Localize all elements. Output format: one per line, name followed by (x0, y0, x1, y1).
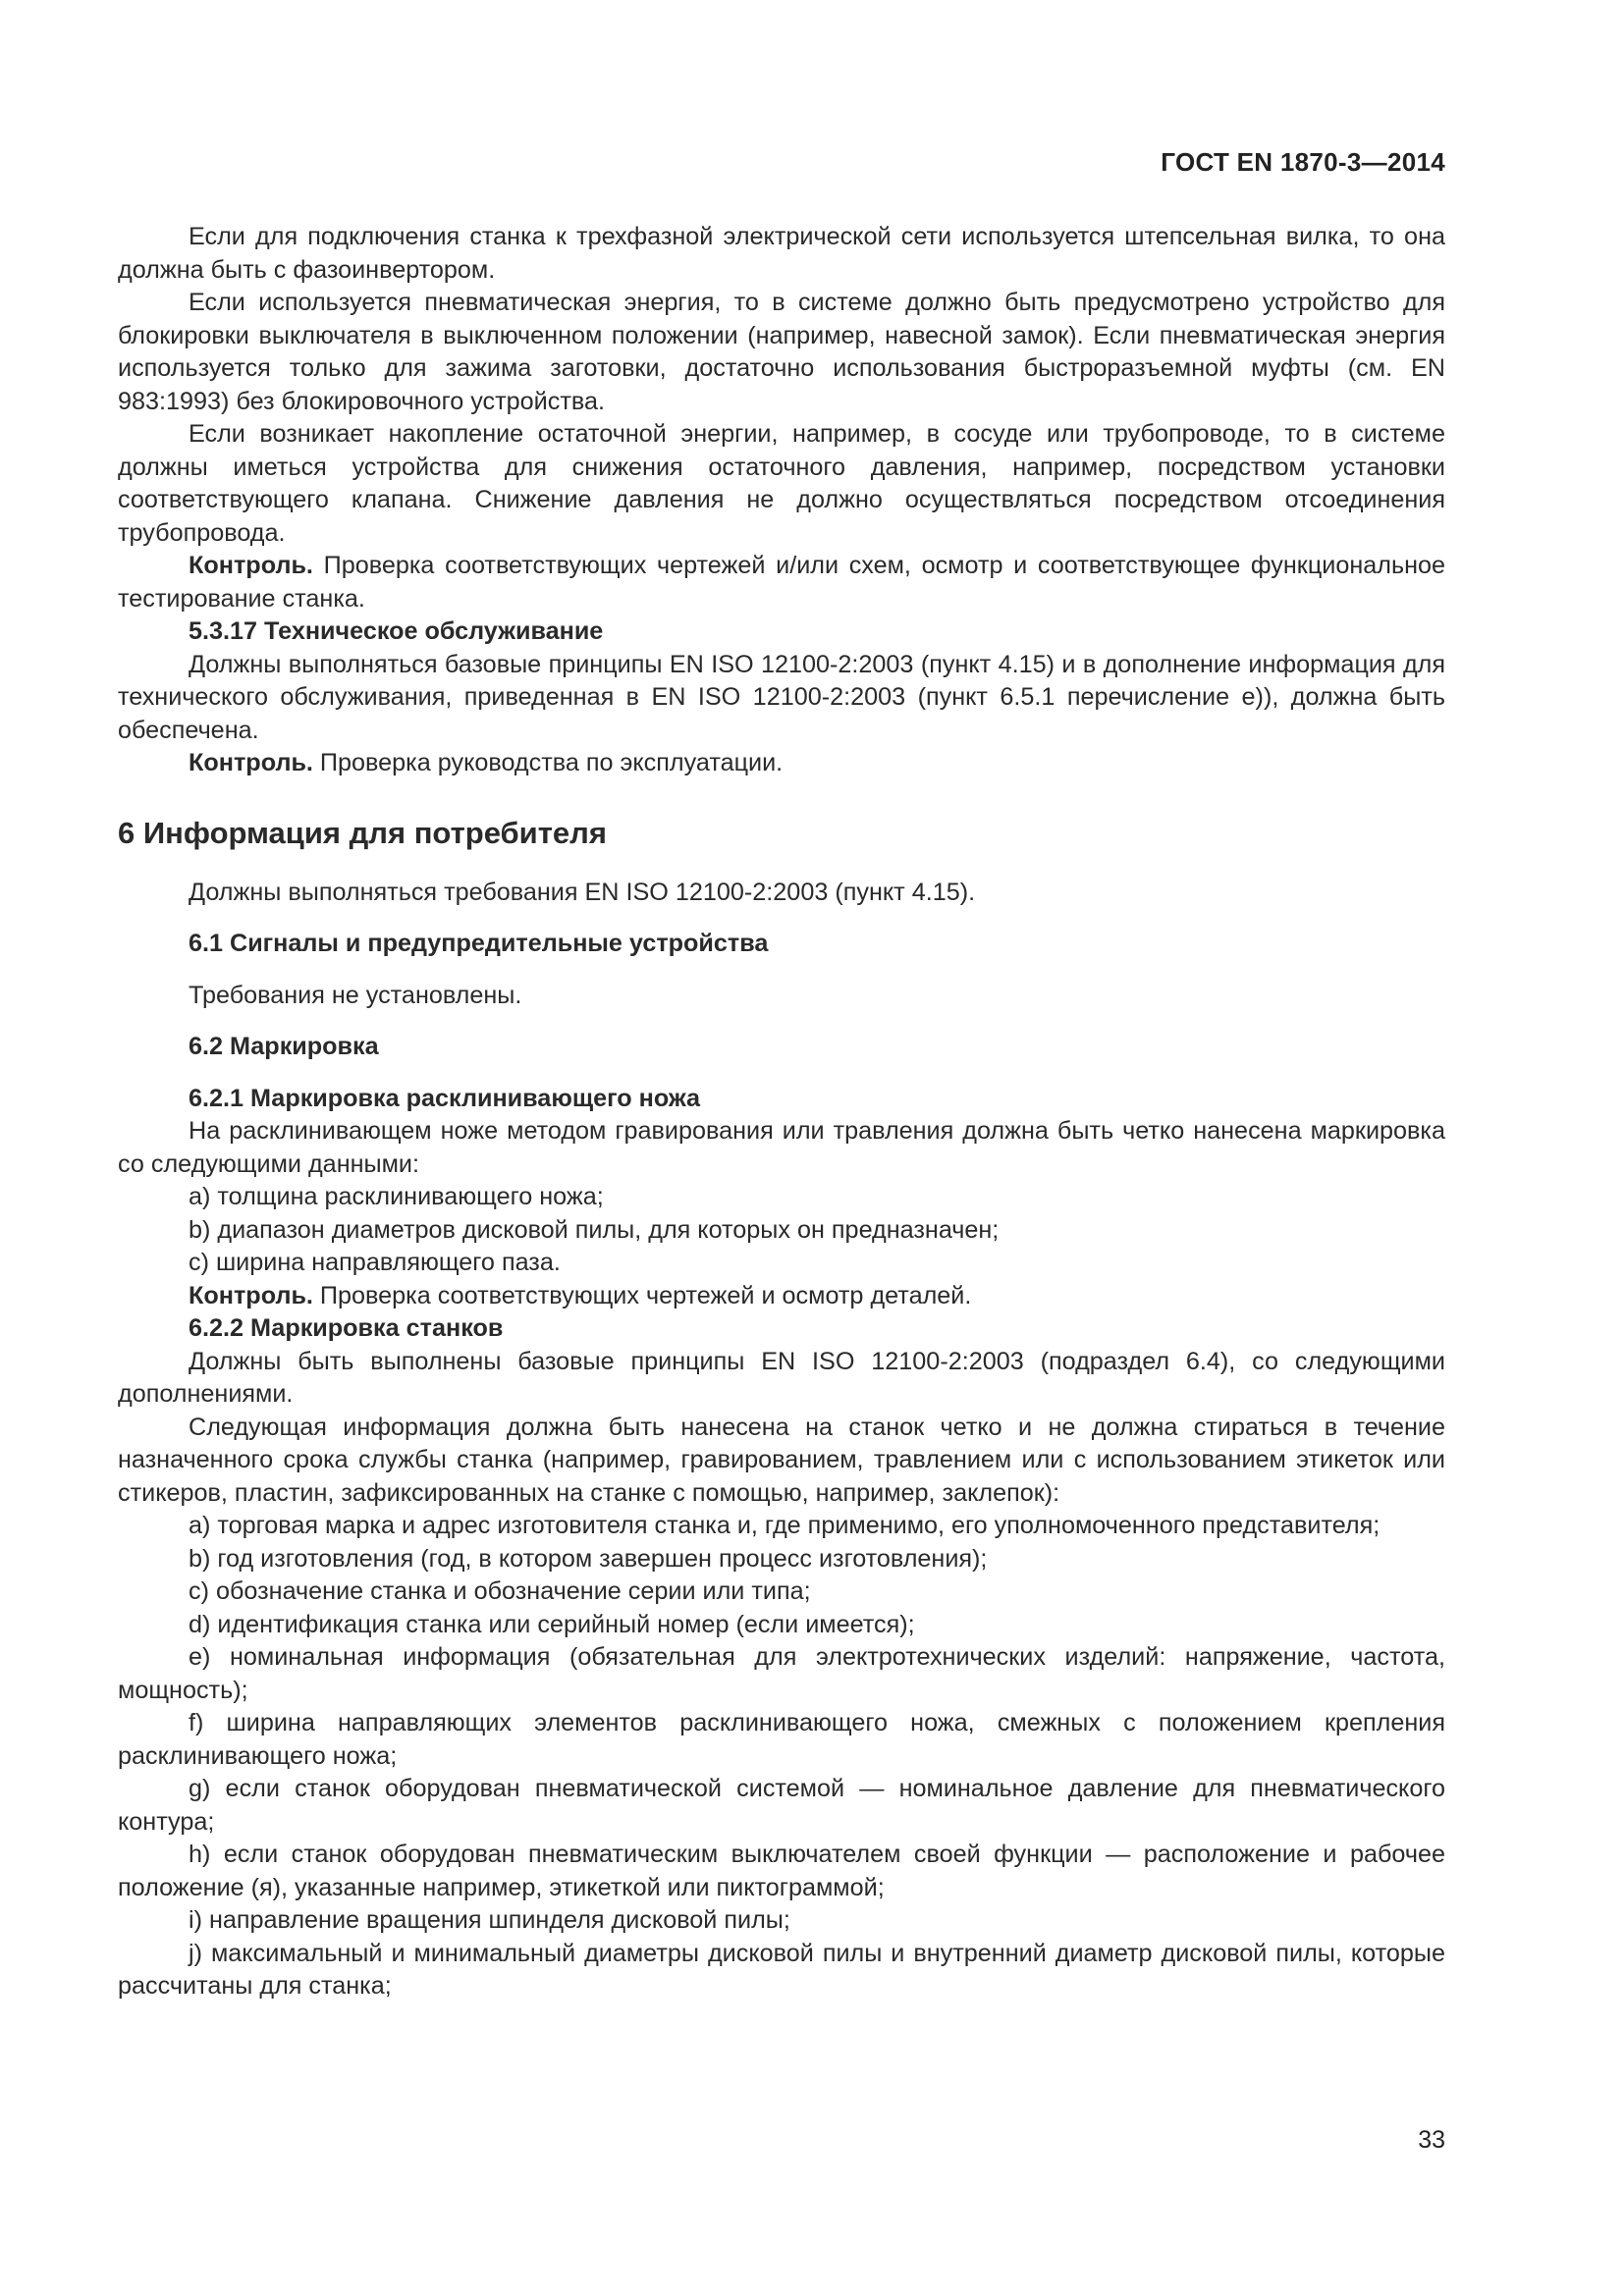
paragraph: Следующая информация должна быть нанесена на станок четко и не должна стираться в течение назначенного срока службы станка (например, гравированием, травлением или с использованием этикеток или стикеров, пластин, зафиксированных на станке с помощью, например, заклепок): (118, 1413, 1445, 1507)
control-label: Контроль. (189, 1281, 313, 1309)
control-paragraph (118, 550, 1445, 615)
list-item: а) толщина расклинивающего ножа; (189, 1183, 604, 1210)
control-label: Контроль. (189, 552, 313, 579)
list-item: i) направление вращения шпинделя дисковой пилы; (189, 1906, 790, 1934)
list-item: с) обозначение станка и обозначение серии или типа; (189, 1577, 811, 1605)
control-text: Проверка соответствующих чертежей и/или схем, осмотр и соответствующее функциональное тестирование станка. (118, 552, 1445, 613)
list-item: j) максимальный и минимальный диаметры дисковой пилы и внутренний диаметр дисковой пилы, которые рассчитаны для станка; (118, 1939, 1445, 2000)
paragraph: Если возникает накопление остаточной энергии, например, в сосуде или трубопроводе, то в системе должны иметься устройства для снижения остаточного давления, например, посредством установки соответствующего клапана. Снижение давления не должно осуществляться посредством отсоединения трубопровода. (118, 420, 1445, 547)
section-heading-6-2-2: 6.2.2 Маркировка станков (189, 1314, 504, 1342)
section-heading-6-1: 6.1 Сигналы и предупредительные устройства (189, 930, 769, 957)
paragraph: На расклинивающем ноже методом гравирования или травления должна быть четко нанесена маркировка со следующими данными: (118, 1117, 1445, 1178)
list-item: а) торговая марка и адрес изготовителя станка и, где применимо, его уполномоченного представителя; (189, 1512, 1380, 1539)
list-item: b) диапазон диаметров дисковой пилы, для которых он предназначен; (189, 1215, 1000, 1244)
control-paragraph (118, 747, 1445, 780)
list-item: с) ширина направляющего паза. (189, 1249, 561, 1276)
paragraph: Должны быть выполнены базовые принципы EN ISO 12100-2:2003 (подраздел 6.4), со следующими дополнениями. (118, 1347, 1445, 1408)
list-item: b) год изготовления (год, в котором завершен процесс изготовления); (189, 1544, 988, 1573)
control-text: Проверка соответствующих чертежей и осмотр деталей. (312, 1281, 972, 1309)
list-item: f) ширина направляющих элементов расклинивающего ножа, смежных с положением крепления расклинивающего ножа; (118, 1709, 1445, 1770)
control-label: Контроль. (189, 749, 313, 776)
control-paragraph (118, 1280, 1445, 1313)
section-heading-5-3-17: 5.3.17 Техническое обслуживание (189, 617, 604, 645)
list-item: h) если станок оборудован пневматическим выключателем своей функции — расположение и рабочее положение (я), указанные например, этикеткой или пиктограммой; (118, 1841, 1445, 1901)
document-code-header: ГОСТ EN 1870-3—2014 (1161, 147, 1445, 177)
page-body (118, 221, 1445, 2003)
list-item: d) идентификация станка или серийный номер (если имеется); (189, 1610, 915, 1638)
page-number: 33 (1418, 2126, 1445, 2154)
list-item: g) если станок оборудован пневматической системой — номинальное давление для пневматического контура; (118, 1775, 1445, 1836)
section-heading-6-2: 6.2 Маркировка (189, 1033, 379, 1060)
control-text: Проверка руководства по эксплуатации. (312, 749, 784, 776)
paragraph: Если используется пневматическая энергия, то в системе должно быть предусмотрено устройство для блокировки выключателя в выключенном положении (например, навесной замок). Если пневматическая энергия используется только для зажима заготовки, достаточно использования быстроразъемной муфты (см. EN 983:1993) без блокировочного устройства. (118, 289, 1445, 415)
list-item: е) номинальная информация (обязательная для электротехнических изделий: напряжение, частота, мощность); (118, 1643, 1445, 1704)
section-heading-6: 6 Информация для потребителя (118, 815, 607, 850)
paragraph: Требования не установлены. (189, 981, 522, 1009)
paragraph: Если для подключения станка к трехфазной электрической сети используется штепсельная вилка, то она должна быть с фазоинвертором. (118, 223, 1445, 284)
paragraph: Должны выполняться базовые принципы EN ISO 12100-2:2003 (пункт 4.15) и в дополнение информация для технического обслуживания, приведенная в EN ISO 12100-2:2003 (пункт 6.5.1 перечисление e)), должна быть обеспечена. (118, 650, 1445, 744)
paragraph: Должны выполняться требования EN ISO 12100-2:2003 (пункт 4.15). (189, 878, 976, 906)
section-heading-6-2-1: 6.2.1 Маркировка расклинивающего ножа (189, 1084, 701, 1112)
